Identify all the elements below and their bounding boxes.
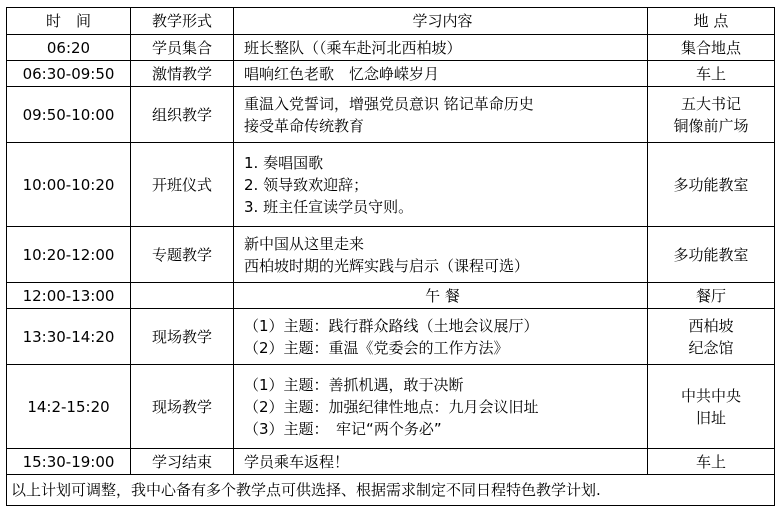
cell-time: 10:20-12:00 xyxy=(7,227,131,283)
table-row xyxy=(7,61,775,87)
place-line: 旧址 xyxy=(695,408,726,427)
cell-place xyxy=(648,227,775,283)
content-line: 3. 班主任宣读学员守则。 xyxy=(244,197,414,216)
place-line: 中共中央 xyxy=(680,386,741,405)
table-row xyxy=(7,35,775,61)
cell-time: 06:30-09:50 xyxy=(7,61,131,87)
place-line: 西柏坡 xyxy=(688,316,734,335)
cell-time: 14:2-15:20 xyxy=(7,365,131,449)
table-row xyxy=(7,449,775,475)
cell-content xyxy=(234,87,648,143)
cell-time: 12:00-13:00 xyxy=(7,283,131,309)
place-line: 五大书记 xyxy=(680,94,741,113)
table-row xyxy=(7,283,775,309)
table-row xyxy=(7,227,775,283)
content-line: 午 餐 xyxy=(425,286,460,305)
cell-form: 组织教学 xyxy=(131,87,234,143)
header-content: 学习内容 xyxy=(234,8,648,35)
cell-time: 10:00-10:20 xyxy=(7,143,131,227)
table-row xyxy=(7,365,775,449)
cell-form: 现场教学 xyxy=(131,309,234,365)
cell-time: 09:50-10:00 xyxy=(7,87,131,143)
cell-content xyxy=(234,227,648,283)
content-line: 2. 领导致欢迎辞； xyxy=(244,175,369,194)
cell-form: 激情教学 xyxy=(131,61,234,87)
content-line: 学员乘车返程！ xyxy=(244,452,350,471)
content-line: 接受革命传统教育 xyxy=(244,116,365,135)
header-row xyxy=(7,8,775,35)
cell-time: 06:20 xyxy=(7,35,131,61)
cell-place xyxy=(648,35,775,61)
place-line: 集合地点 xyxy=(680,38,741,57)
cell-form: 学员集合 xyxy=(131,35,234,61)
cell-place xyxy=(648,365,775,449)
cell-form: 专题教学 xyxy=(131,227,234,283)
content-line: 重温入党誓词，增强党员意识 铭记革命历史 xyxy=(244,94,534,113)
cell-form: 现场教学 xyxy=(131,365,234,449)
header-place: 地 点 xyxy=(648,8,775,35)
cell-time: 13:30-14:20 xyxy=(7,309,131,365)
content-line: （2）主题：重温《党委会的工作方法》 xyxy=(244,338,509,357)
place-line: 铜像前广场 xyxy=(673,116,749,135)
cell-form: 学习结束 xyxy=(131,449,234,475)
cell-content xyxy=(234,309,648,365)
schedule-document xyxy=(6,7,774,506)
note-row xyxy=(7,475,775,506)
cell-place xyxy=(648,309,775,365)
schedule-table xyxy=(6,7,775,506)
place-line: 多功能教室 xyxy=(673,175,749,194)
content-line: 新中国从这里走来 xyxy=(244,234,365,253)
cell-place xyxy=(648,87,775,143)
place-line: 车上 xyxy=(695,452,726,471)
cell-place xyxy=(648,449,775,475)
content-line: （3）主题： 牢记“两个务必” xyxy=(244,419,442,438)
place-line: 多功能教室 xyxy=(673,245,749,264)
content-line: （1）主题：践行群众路线（土地会议展厅） xyxy=(244,316,539,335)
cell-time: 15:30-19:00 xyxy=(7,449,131,475)
header-form: 教学形式 xyxy=(131,8,234,35)
cell-form xyxy=(131,283,234,309)
cell-place xyxy=(648,283,775,309)
cell-place xyxy=(648,143,775,227)
content-line: （1）主题：善抓机遇，敢于决断 xyxy=(244,375,464,394)
header-time: 时 间 xyxy=(7,8,131,35)
note-text: 以上计划可调整，我中心备有多个教学点可供选择、根据需求制定不同日程特色教学计划. xyxy=(7,475,775,506)
content-line: 班长整队（（乘车赴河北西柏坡） xyxy=(244,38,462,57)
place-line: 餐厅 xyxy=(695,286,726,305)
content-line: 1. 奏唱国歌 xyxy=(244,153,324,172)
table-row xyxy=(7,143,775,227)
content-line: 西柏坡时期的光辉实践与启示（课程可选） xyxy=(244,256,530,275)
place-line: 纪念馆 xyxy=(688,338,734,357)
place-line: 车上 xyxy=(695,64,726,83)
cell-content xyxy=(234,283,648,309)
content-line: 唱响红色老歌 忆念峥嵘岁月 xyxy=(244,64,440,83)
cell-content xyxy=(234,365,648,449)
cell-place xyxy=(648,61,775,87)
cell-content xyxy=(234,449,648,475)
cell-content xyxy=(234,61,648,87)
table-row xyxy=(7,309,775,365)
cell-content xyxy=(234,143,648,227)
cell-form: 开班仪式 xyxy=(131,143,234,227)
table-row xyxy=(7,87,775,143)
content-line: （2）主题：加强纪律性地点：九月会议旧址 xyxy=(244,397,539,416)
cell-content xyxy=(234,35,648,61)
